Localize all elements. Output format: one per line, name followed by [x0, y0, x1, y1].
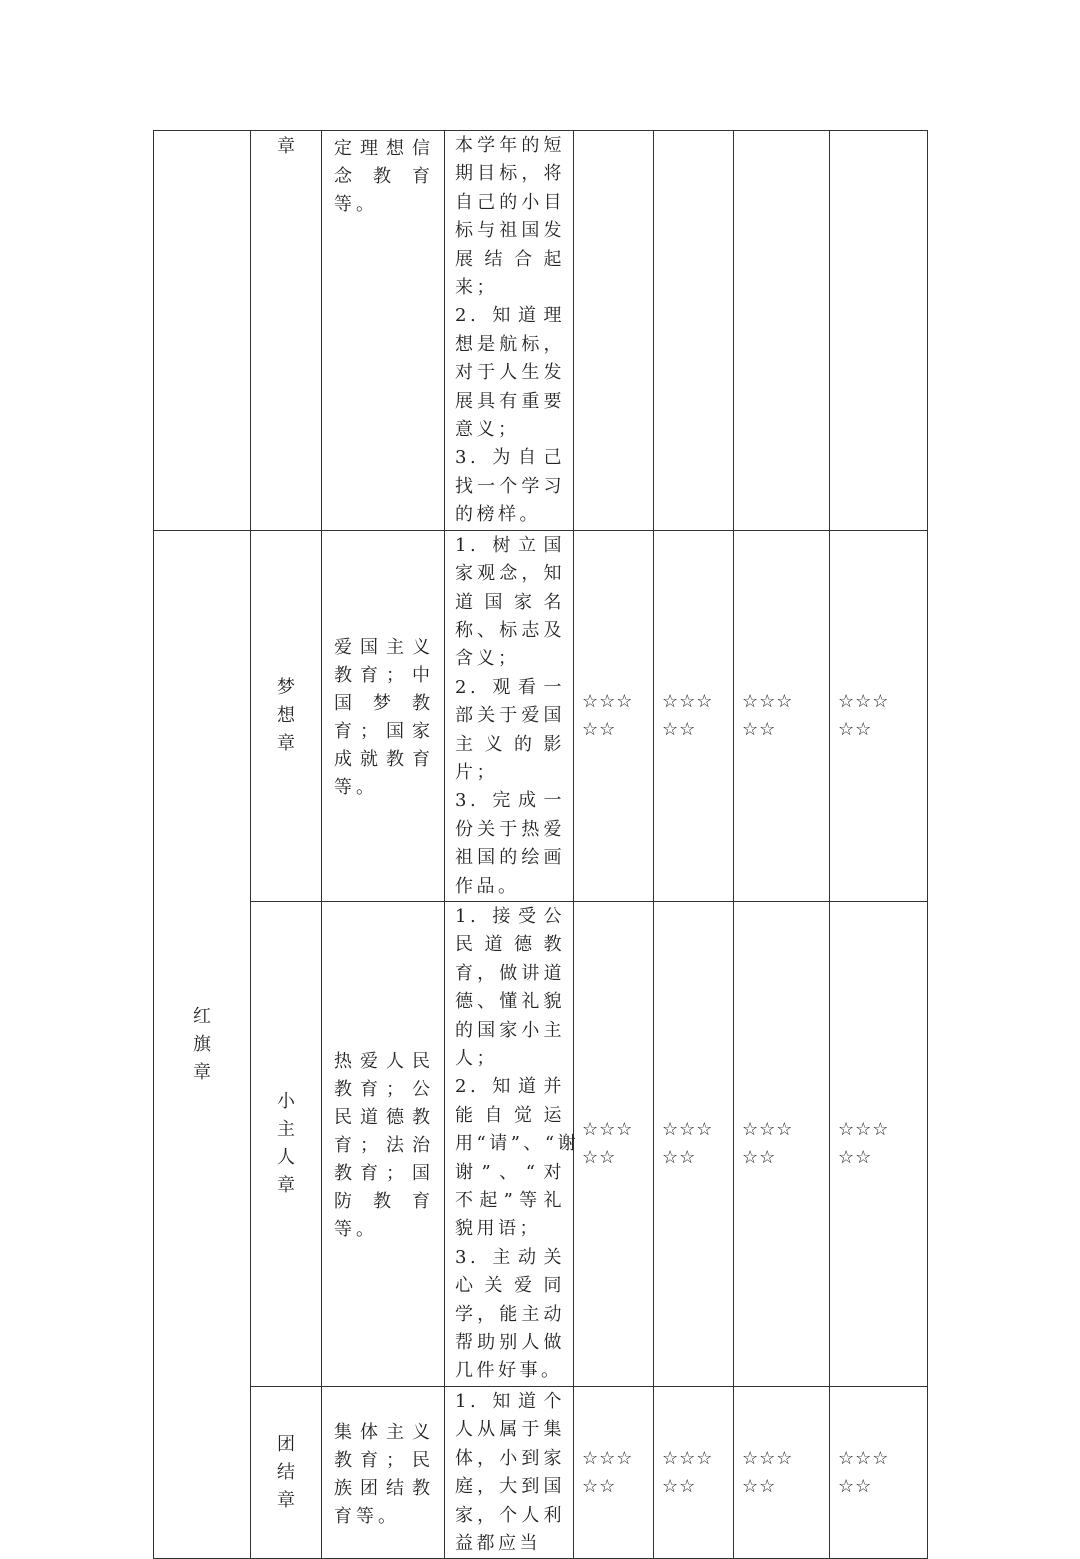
star-rating: ☆☆☆☆☆ — [582, 1118, 634, 1168]
star-rating: ☆☆☆☆☆ — [838, 1447, 890, 1497]
star-rating: ☆☆☆☆☆ — [838, 690, 890, 740]
rating-cell — [654, 901, 734, 1386]
content-cell: 集体主义教育；民族团结教育等。 — [322, 1386, 445, 1558]
category-cell-empty — [154, 131, 251, 531]
goal-cell — [445, 1386, 574, 1558]
star-rating: ☆☆☆☆☆ — [838, 1118, 890, 1168]
star-rating: ☆☆☆☆☆ — [662, 1118, 714, 1168]
rating-cell — [654, 1386, 734, 1558]
goal-cell — [445, 530, 574, 901]
table-row — [154, 901, 928, 1386]
badge-name: 小主人章 — [277, 1090, 295, 1196]
rating-cell — [830, 1386, 928, 1558]
goal-item: 3. 完成一份关于热爱祖国的绘画作品。 — [455, 790, 565, 897]
goal-cell — [445, 901, 580, 1386]
goal-item: 2. 知道并能自觉运用“请”、“谢谢”、“对不起”等礼貌用语； — [455, 1076, 580, 1240]
rating-cell — [830, 901, 928, 1386]
star-rating: ☆☆☆☆☆ — [582, 690, 634, 740]
goal-item: 2. 知道理想是航标，对于人生发展具有重要意义； — [455, 305, 565, 441]
badge-name: 团结章 — [277, 1433, 295, 1511]
content-cell: 热爱人民教育；公民道德教育；法治教育；国防教育等。 — [322, 901, 445, 1386]
rating-cell — [574, 901, 654, 1386]
content-cell: 定理想信念教育等。 — [322, 131, 445, 531]
star-rating: ☆☆☆☆☆ — [662, 690, 714, 740]
goal-item: 1. 树立国家观念，知道国家名称、标志及含义； — [455, 534, 565, 670]
rating-cell — [734, 1386, 830, 1558]
goal-item: 1. 知道个人从属于集体，小到家庭，大到国家，个人利益都应当 — [455, 1390, 565, 1554]
badge-cell — [251, 1386, 322, 1558]
goal-item: 3. 为自己找一个学习的榜样。 — [455, 447, 565, 526]
goal-item: 3. 主动关心关爱同学，能主动帮助别人做几件好事。 — [455, 1246, 565, 1382]
badge-cell — [251, 530, 322, 901]
table-row — [154, 131, 928, 531]
rating-cell — [734, 530, 830, 901]
goal-item: 本学年的短期目标，将自己的小目标与祖国发展结合起来； — [455, 135, 565, 299]
category-name: 红旗章 — [193, 1005, 211, 1083]
rating-cell — [734, 131, 830, 531]
rating-cell — [574, 530, 654, 901]
badge-cell — [251, 901, 322, 1386]
badge-name: 梦想章 — [277, 676, 295, 754]
star-rating: ☆☆☆☆☆ — [582, 1447, 634, 1497]
goal-item: 1. 接受公民道德教育，做讲道德、懂礼貌的国家小主人； — [455, 905, 565, 1069]
rating-cell — [830, 530, 928, 901]
rating-cell — [574, 131, 654, 531]
rating-cell — [734, 901, 830, 1386]
table-row — [154, 1386, 928, 1558]
goal-cell — [445, 131, 574, 531]
badge-cell — [251, 131, 322, 531]
rating-cell — [654, 131, 734, 531]
table-row — [154, 530, 928, 901]
rating-cell — [574, 1386, 654, 1558]
rating-cell — [654, 530, 734, 901]
star-rating: ☆☆☆☆☆ — [742, 1118, 794, 1168]
content-cell: 爱国主义教育；中国梦教育；国家成就教育等。 — [322, 530, 445, 901]
star-rating: ☆☆☆☆☆ — [742, 690, 794, 740]
star-rating: ☆☆☆☆☆ — [742, 1447, 794, 1497]
badge-name: 章 — [277, 136, 295, 157]
star-rating: ☆☆☆☆☆ — [662, 1447, 714, 1497]
evaluation-table — [153, 130, 928, 1559]
goal-item: 2. 观看一部关于爱国主义的影片； — [455, 676, 565, 783]
rating-cell — [830, 131, 928, 531]
category-cell — [154, 530, 251, 1559]
